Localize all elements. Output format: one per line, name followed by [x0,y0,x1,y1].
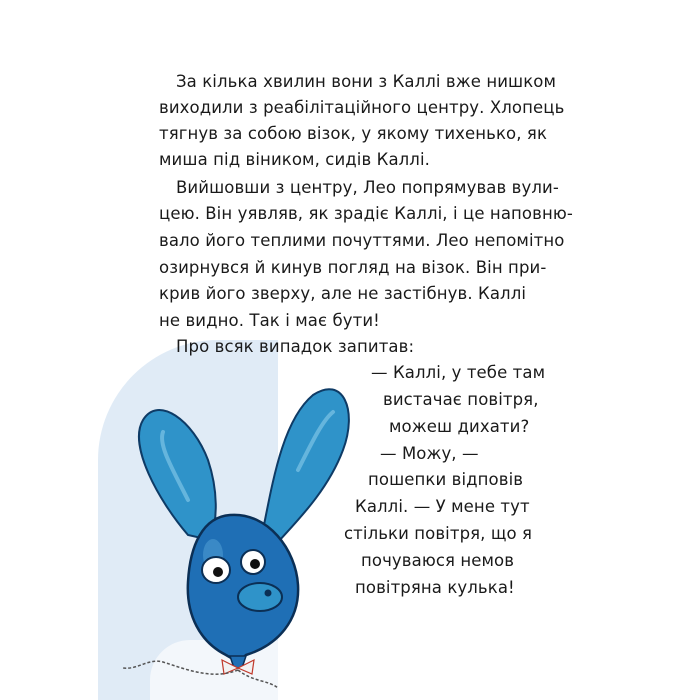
balloon-mouse-illustration [118,350,378,690]
text-line: крив його зверху, але не застібнув. Каллі [159,284,527,303]
text-line: Вийшовши з центру, Лео попрямував вули- [176,178,559,197]
text-line: тягнув за собою візок, у якому тихенько, як [159,124,548,143]
text-line: — Можу, — [380,444,479,463]
text-line: можеш дихати? [389,417,530,436]
text-line: Про всяк випадок запитав: [176,337,415,356]
text-line: пошепки відповів [368,470,524,489]
text-line: вало його теплими почуттями. Лео непомітно [159,231,565,250]
text-line: миша під віником, сидів Каллі. [159,150,430,169]
text-line: повітряна кулька! [355,578,515,597]
text-line: Каллі. — У мене тут [355,497,530,516]
text-line: За кілька хвилин вони з Каллі вже нишком [176,72,557,91]
text-line: вистачає повітря, [383,390,539,409]
text-line: виходили з реабілітаційного центру. Хлопець [159,98,565,117]
text-line: озирнувся й кинув погляд на візок. Він при- [159,258,547,277]
text-line: — Каллі, у тебе там [371,363,546,382]
text-line: не видно. Так і має бути! [159,311,380,330]
text-line: цею. Він уявляв, як зрадіє Каллі, і це наповню- [159,204,573,223]
text-line: почуваюся немов [361,551,515,570]
text-line: стільки повітря, що я [344,524,533,543]
